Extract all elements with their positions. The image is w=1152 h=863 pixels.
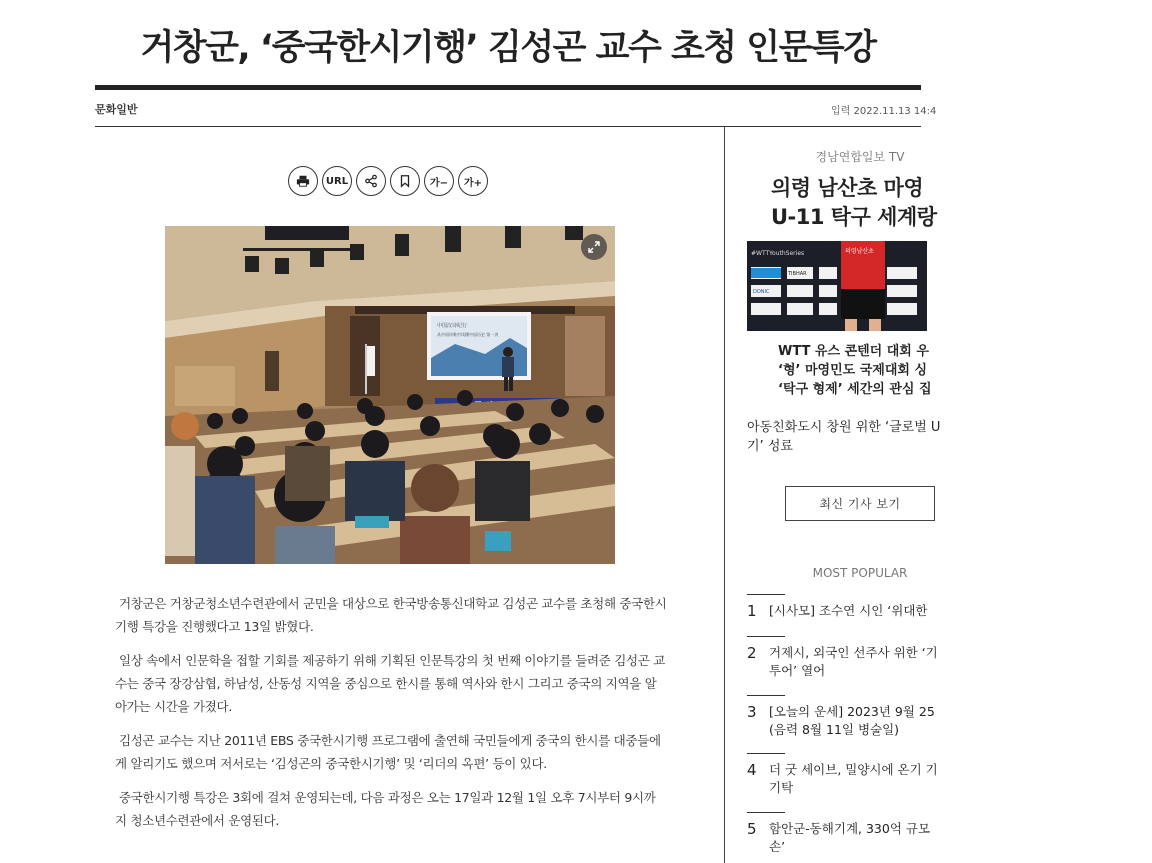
popular-item[interactable]	[747, 636, 947, 678]
popular-title-line: 기탁	[769, 780, 794, 795]
body-paragraph: 일상 속에서 인문학을 접할 기회를 제공하기 위해 기획된 인문특강의 첫 번째 이야기를 들려준 김성곤 교수는 중국 장강삼협, 하남성, 산동성 지역을 중심으로 한시를 통해 역사와 한시 그리고 중국의 지역을 알아가는 시간을 가졌다.	[115, 653, 665, 714]
popular-title	[769, 820, 930, 856]
popular-title	[769, 703, 935, 739]
tv-headline[interactable]	[771, 174, 937, 232]
expand-photo-button[interactable]	[581, 234, 607, 260]
popular-divider	[747, 636, 785, 637]
article-page	[95, 0, 941, 863]
popular-title-line: 손’	[769, 839, 786, 854]
video-sponsor: DONIC	[753, 289, 770, 295]
screen-subtitle: 从中国诗歌中读懂中国历史 第一讲	[437, 332, 499, 337]
popular-divider	[747, 812, 785, 813]
popular-rank: 1	[747, 602, 757, 620]
tv-caption[interactable]	[778, 342, 932, 399]
popular-title-line: 거제시, 외국인 선주사 위한 ‘기	[769, 645, 938, 660]
video-sponsor: TIBHAR	[788, 271, 807, 277]
popular-title-line: [오늘의 운세] 2023년 9월 25	[769, 704, 935, 719]
expand-icon	[588, 241, 600, 253]
popular-title	[769, 602, 927, 620]
tv-headline-line: U-11 탁구 세계랑	[771, 205, 937, 229]
popular-title-line: 투어’ 열어	[769, 663, 826, 678]
tv-caption-line: ‘형’ 마영민도 국제대회 싱	[778, 363, 928, 378]
bookmark-button[interactable]	[390, 166, 420, 196]
share-button[interactable]	[356, 166, 386, 196]
popular-item[interactable]	[747, 753, 947, 795]
tv-video-thumbnail[interactable]	[747, 241, 927, 331]
popular-divider	[747, 753, 785, 754]
sidebar-divider	[724, 127, 725, 863]
article-date: 입력 2022.11.13 14:4	[831, 106, 937, 117]
video-frame-image	[747, 241, 927, 331]
font-decrease-button[interactable]: 가−	[424, 166, 454, 196]
popular-title-line: 함안군-동해기계, 330억 규모	[769, 821, 931, 836]
latest-articles-button[interactable]: 최신 기사 보기	[785, 486, 935, 521]
print-button[interactable]	[288, 166, 318, 196]
news-line: 기’ 성료	[747, 439, 793, 454]
article-photo[interactable]	[165, 226, 615, 564]
popular-rank: 4	[747, 761, 757, 779]
lecture-hall-image	[165, 226, 615, 564]
popular-title	[769, 761, 938, 797]
url-copy-button[interactable]: URL	[322, 166, 352, 196]
popular-title-line: [시사모] 조수연 시인 ‘위대한	[769, 603, 928, 618]
popular-rank: 3	[747, 703, 757, 721]
body-paragraph: 중국한시기행 특강은 3회에 걸쳐 운영되는데, 다음 과정은 오는 17일과 12월 1일 오후 7시부터 9시까지 청소년수련관에서 운영된다.	[115, 790, 656, 828]
tv-caption-line: ‘탁구 형제’ 세간의 관심 집	[778, 382, 932, 397]
article-tools	[288, 166, 488, 196]
share-icon	[364, 174, 378, 188]
popular-title-line: (음력 8월 11일 병술일)	[769, 722, 900, 737]
bookmark-icon	[398, 174, 412, 188]
most-popular-heading: MOST POPULAR	[812, 566, 908, 580]
popular-divider	[747, 594, 785, 595]
player-shirt-text: 의령남산초	[845, 248, 874, 255]
popular-item[interactable]	[747, 695, 947, 737]
popular-rank: 2	[747, 644, 757, 662]
news-line: 아동친화도시 창원 위한 ‘글로벌 U	[747, 420, 941, 435]
font-increase-button[interactable]: 가+	[458, 166, 488, 196]
popular-rank: 5	[747, 820, 757, 838]
body-paragraph: 거창군은 거창군청소년수련관에서 군민을 대상으로 한국방송통신대학교 김성곤 교수를 초청해 중국한시기행 특강을 진행했다고 13일 밝혔다.	[115, 596, 667, 634]
meta-rule	[95, 126, 921, 127]
popular-title-line: 더 굿 세이브, 밀양시에 온기 기	[769, 762, 938, 777]
tv-headline-line: 의령 남산초 마영	[771, 176, 924, 200]
article-body	[115, 592, 667, 843]
tv-caption-line: WTT 유스 콘텐더 대회 우	[778, 344, 929, 359]
popular-item[interactable]	[747, 812, 947, 854]
screen-title: 中国汉诗纪行	[437, 323, 468, 329]
popular-divider	[747, 695, 785, 696]
article-category[interactable]: 문화일반	[95, 103, 138, 116]
video-hashtag: #WTTYouthSeries	[751, 250, 805, 257]
title-rule	[95, 85, 921, 90]
tv-section-heading: 경남연합일보 TV	[815, 150, 905, 164]
popular-title	[769, 644, 938, 680]
print-icon	[296, 174, 310, 188]
article-title: 거창군, ‘중국한시기행’ 김성곤 교수 초청 인문특강	[140, 28, 876, 68]
body-paragraph: 김성곤 교수는 지난 2011년 EBS 중국한시기행 프로그램에 출연해 국민들에게 중국의 한시를 대중들에게 알리기도 했으며 저서로는 ‘김성곤의 중국한시기행’ 및 ‘리더의 옥편’ 등이 있다.	[115, 733, 661, 771]
sidebar-news-link[interactable]	[747, 418, 940, 456]
popular-item[interactable]	[747, 594, 947, 620]
